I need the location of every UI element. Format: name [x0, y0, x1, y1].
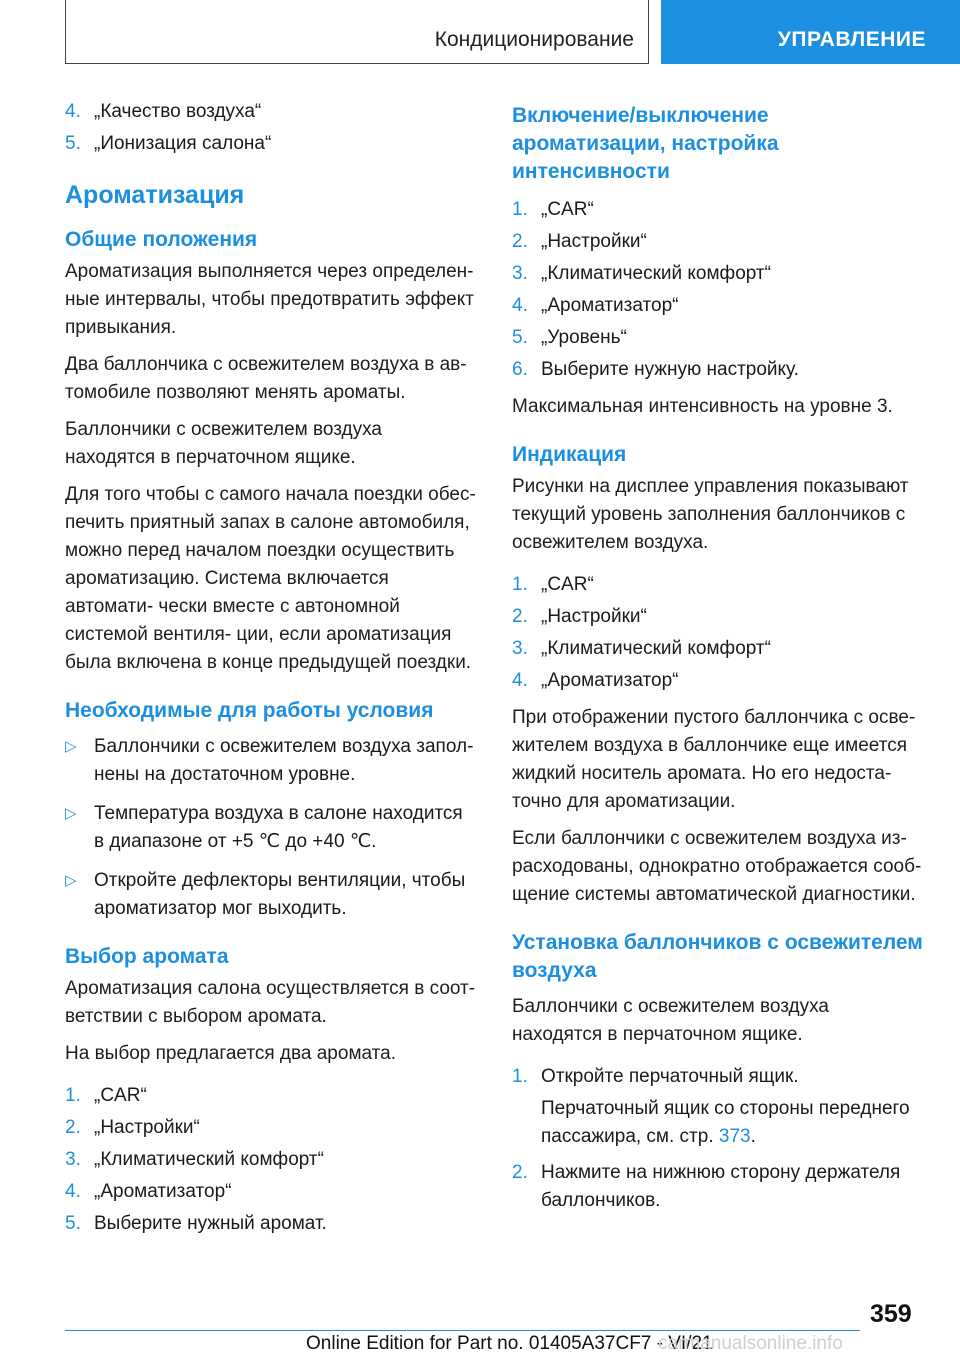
paragraph: Ароматизация выполняется через определен‐ ные интервалы, чтобы предотвратить эффект привыкания. — [65, 261, 474, 338]
list-number: 4. — [512, 295, 528, 316]
list-number: 5. — [512, 327, 528, 348]
list-text: Баллончики с освежителем воздуха запол‐ нены на достаточном уровне. — [94, 736, 474, 785]
header-section-tab — [65, 0, 649, 64]
list-item — [512, 196, 924, 224]
list-text: Нажмите на нижнюю сторону держателя баллончиков. — [541, 1162, 901, 1211]
paragraph: Рисунки на дисплее управления показывают текущий уровень заполнения баллончиков с освежителем воздуха. — [512, 476, 909, 553]
list-item — [512, 1063, 924, 1091]
install-steps — [512, 1063, 924, 1215]
right-column — [512, 98, 924, 1224]
sub-text: Перчаточный ящик со стороны переднего пассажира, см. стр. — [541, 1098, 910, 1147]
list-number: 3. — [65, 1149, 81, 1170]
left-column — [65, 98, 477, 1247]
list-number: 1. — [512, 1066, 528, 1087]
heading-indication: Индикация — [512, 443, 627, 466]
paragraph: Два баллончика с освежителем воздуха в ав‐ томобиле позволяют менять ароматы. — [65, 354, 467, 403]
watermark: carmanualsonline.info — [658, 1333, 843, 1354]
paragraph: Баллончики с освежителем воздуха находятся в перчаточном ящике. — [512, 996, 829, 1045]
top-list — [65, 98, 477, 158]
list-text: „Климатический комфорт“ — [541, 638, 771, 659]
list-item — [65, 98, 477, 126]
list-text: „Ароматизатор“ — [541, 670, 679, 691]
list-number: 2. — [65, 1117, 81, 1138]
paragraph: На выбор предлагается два аромата. — [65, 1043, 396, 1064]
list-item — [65, 1178, 477, 1206]
list-item — [65, 867, 477, 923]
triangle-bullet-icon: ▷ — [65, 872, 77, 889]
list-text: Откройте дефлекторы вентиляции, чтобы ароматизатор мог выходить. — [94, 870, 466, 919]
list-item — [512, 667, 924, 695]
list-item — [512, 356, 924, 384]
page-number: 359 — [870, 1300, 912, 1328]
header-section-title: Кондиционирование — [434, 28, 634, 51]
list-item — [512, 635, 924, 663]
paragraph: Ароматизация салона осуществляется в соот‐ ветствии с выбором аромата. — [65, 978, 476, 1027]
header-chapter-title: УПРАВЛЕНИЕ — [777, 28, 926, 51]
list-text: „Настройки“ — [541, 231, 647, 252]
list-text: „Климатический комфорт“ — [94, 1149, 324, 1170]
list-text: „CAR“ — [541, 574, 594, 595]
list-number: 6. — [512, 359, 528, 380]
list-item — [65, 1146, 477, 1174]
list-number: 2. — [512, 606, 528, 627]
paragraph: Максимальная интенсивность на уровне 3. — [512, 396, 893, 417]
list-item — [65, 1082, 477, 1110]
list-number: 1. — [65, 1085, 81, 1106]
list-number: 4. — [512, 670, 528, 691]
list-item — [512, 571, 924, 599]
list-number: 4. — [65, 1181, 81, 1202]
list-text: Откройте перчаточный ящик. — [541, 1066, 799, 1087]
footer-divider — [65, 1330, 860, 1331]
onoff-steps — [512, 196, 924, 384]
indication-steps — [512, 571, 924, 695]
heading-conditions: Необходимые для работы условия — [65, 699, 434, 722]
paragraph: Для того чтобы с самого начала поездки обес‐ печить приятный запах в салоне автомобиля, можно перед началом поездки осуществить ароматизацию. Система включается автомати‐ чески вместе с автономной системой вентиля‐ ции, если ароматизация была включена в конце предыдущей поездки. — [65, 484, 476, 673]
list-item — [512, 260, 924, 288]
list-number: 1. — [512, 574, 528, 595]
heading-install: Установка баллончиков с освежителем воздуха — [512, 931, 923, 982]
choice-steps — [65, 1082, 477, 1238]
list-item — [65, 800, 477, 856]
paragraph: Если баллончики с освежителем воздуха из‐ расходованы, однократно отображается сооб‐ щение системы автоматической диагностики. — [512, 828, 922, 905]
list-number: 3. — [512, 638, 528, 659]
list-text: „Ароматизатор“ — [94, 1181, 232, 1202]
triangle-bullet-icon: ▷ — [65, 805, 77, 822]
list-number: 5. — [65, 1213, 81, 1234]
list-text: „Ароматизатор“ — [541, 295, 679, 316]
heading-onoff: Включение/выключение ароматизации, настройка интенсивности — [512, 104, 779, 183]
heading-choice: Выбор аромата — [65, 945, 229, 968]
section-title-aromatization: Ароматизация — [65, 181, 245, 209]
list-text: Температура воздуха в салоне находится в диапазоне от +5 ℃ до +40 ℃. — [94, 803, 463, 852]
list-text: „CAR“ — [541, 199, 594, 220]
list-item — [512, 603, 924, 631]
list-item — [512, 292, 924, 320]
page-reference-link[interactable]: 373 — [718, 1126, 751, 1147]
paragraph: При отображении пустого баллончика с осве‐ жителем воздуха в баллончике еще имеется жидкий носитель аромата. Но его недоста‐ точно для ароматизации. — [512, 707, 916, 812]
header-chapter-tab — [661, 0, 960, 64]
list-number: 3. — [512, 263, 528, 284]
list-text: „Ионизация салона“ — [94, 133, 272, 154]
paragraph: Баллончики с освежителем воздуха находятся в перчаточном ящике. — [65, 419, 382, 468]
list-number: 5. — [65, 133, 81, 154]
triangle-bullet-icon: ▷ — [65, 738, 77, 755]
list-text: Выберите нужную настройку. — [541, 359, 799, 380]
conditions-list — [65, 733, 477, 923]
list-text: „Климатический комфорт“ — [541, 263, 771, 284]
sub-text-end: . — [750, 1126, 756, 1147]
list-item — [512, 1159, 924, 1215]
list-text: „Настройки“ — [94, 1117, 200, 1138]
footer-edition: Online Edition for Part no. 01405A37CF7 - VI/21 — [306, 1333, 713, 1354]
list-number: 2. — [512, 231, 528, 252]
list-item — [65, 1114, 477, 1142]
list-number: 1. — [512, 199, 528, 220]
list-text: Выберите нужный аромат. — [94, 1213, 327, 1234]
heading-general: Общие положения — [65, 228, 258, 251]
list-item — [65, 130, 477, 158]
list-text: „Уровень“ — [541, 327, 627, 348]
list-item — [512, 228, 924, 256]
list-item — [65, 1210, 477, 1238]
list-text: „Настройки“ — [541, 606, 647, 627]
list-number: 2. — [512, 1162, 528, 1183]
list-text: „CAR“ — [94, 1085, 147, 1106]
list-number: 4. — [65, 101, 81, 122]
list-text: „Качество воздуха“ — [94, 101, 262, 122]
list-item-sub — [512, 1095, 924, 1151]
list-item — [65, 733, 477, 789]
list-item — [512, 324, 924, 352]
